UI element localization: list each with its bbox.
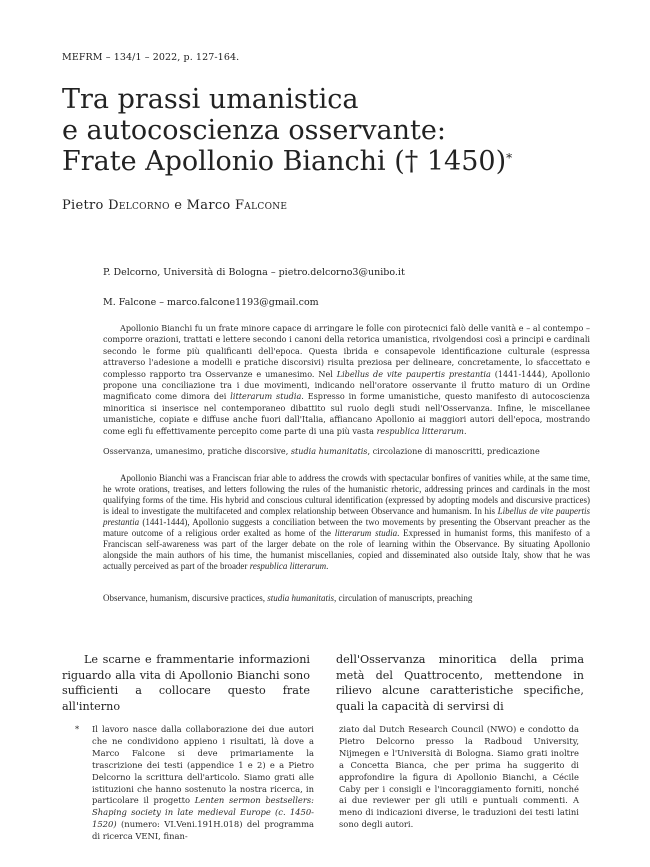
body-paragraph: dell'Osservanza minoritica della prima metà del Quattrocento, mettendone in rilievo alcune caratteristiche specifiche, quali la capacità di servirsi di: [336, 653, 584, 713]
footnote-left: * Il lavoro nasce dalla collaborazione dei due autori che ne condividono appieno i risultati, là dove a Marco Falcone si deve primariamente la trascrizione dei testi (appendice 1 e 2) e a Pietro Delcorno la scrittura dell'articolo. Siamo grati alle istituzioni che hanno sostenuto la nostra ricerca, in particolare il progetto Lenten sermon bestsellers: Shaping society in late medieval Europe (c. 1450-1520) (numero: VI.Veni.191H.018) del programma di ricerca VENI, finan-: [75, 724, 314, 842]
author-1-last: Delcorno: [108, 198, 170, 213]
title-line-3: Frate Apollonio Bianchi († 1450)*: [62, 146, 513, 177]
keywords-english: Observance, humanism, discursive practices, studia humanitatis, circulation of manuscripts, preaching: [103, 593, 473, 603]
author-2-first: Marco: [186, 198, 231, 213]
affiliation-delcorno: P. Delcorno, Università di Bologna – pietro.delcorno3@unibo.it: [103, 267, 405, 278]
body-column-right: [336, 652, 584, 714]
abstract-english: Apollonio Bianchi was a Franciscan friar able to address the crowds with spectacular bonfires of vanities while, at the same time, he wrote orations, treatises, and letters following the rules of the humanistic rhetoric, addressing princes and cardinals in the most qualifying forms of the time. His hybrid and conscious cultural identification (expressed by adopting models and discursive practices) is ideal to investigate the multifaceted and complex relationship between Observance and humanism. In his Libellus de vite paupertis prestantia (1441-1444), Apollonio suggests a conciliation between the two movements by presenting the Observant preacher as the mature outcome of a religious order exalted as home of the litterarum studia. Expressed in humanist forms, this manifesto of a Franciscan self-awareness was part of the larger debate on the role of learning within the Observance. By situating Apollonio alongside the main authors of his time, the humanist miscellanies, copied and disseminated also outside Italy, show that he was actually perceived as part of the broader respublica litterarum.: [103, 473, 590, 571]
title-line-2: e autocoscienza osservante:: [62, 115, 446, 146]
abstract-italian: Apollonio Bianchi fu un frate minore capace di arringare le folle con pirotecnici falò delle vanità e – al contempo – comporre orazioni, trattati e lettere secondo i canoni della retorica umanistica, rivolgendosi così a principi e cardinali secondo le forme più qualificanti dell'epoca. Questa ibrida e consapevole identificazione culturale (espressa attraverso l'adesione a modelli e pratiche discorsivi) risulta preziosa per delineare, concretamente, lo sfaccettato e complesso rapporto tra Osservanze e umanesimo. Nel Libellus de vite paupertis prestantia (1441-1444), Apollonio propone una conciliazione tra i due movimenti, indicando nell'oratore osservante il frutto maturo di un Ordine magnificato come dimora dei litterarum studia. Espresso in forme umanistiche, questo manifesto di autocoscienza minoritica si inserisce nel contemporaneo dibattito sul ruolo degli studi nell'Osservanza. Infine, le miscellanee umanistiche, copiate e diffuse anche fuori dall'Italia, affiancano Apollonio ai maggiori autori dell'epoca, mostrando come egli fu effettivamente percepito come parte di una più vasta respublica litterarum.: [103, 323, 590, 436]
author-conj: e: [174, 198, 183, 213]
author-2-last: Falcone: [234, 198, 288, 213]
article-title: [62, 84, 602, 177]
affiliation-falcone: M. Falcone – marco.falcone1193@gmail.com: [103, 297, 319, 308]
body-paragraph: Le scarne e frammentarie informazioni riguardo alla vita di Apollonio Bianchi sono sufficienti a collocare questo frate all'interno: [62, 653, 310, 713]
title-footnote-mark[interactable]: *: [506, 151, 513, 165]
keywords-italian: Osservanza, umanesimo, pratiche discorsive, studia humanitatis, circolazione di manoscritti, predicazione: [103, 446, 540, 456]
body-column-left: [62, 652, 310, 714]
footnote-mark: *: [75, 724, 80, 734]
footnote-right: ziato dal Dutch Research Council (NWO) e condotto da Pietro Delcorno presso la Radboud University, Nijmegen e l'Università di Bologna. Siamo grati inoltre a Concetta Bianca, che per prima ha suggerito di approfondire la figura di Apollonio Bianchi, a Cécile Caby per i consigli e l'incoraggiamento forniti, nonché ai due reviewer per gli utili e puntuali commenti. A meno di indicazioni diverse, le traduzioni dei testi latini sono degli autori.: [339, 724, 579, 830]
author-1-first: Pietro: [62, 198, 104, 213]
author-line: [62, 198, 287, 213]
journal-header: MEFRM – 134/1 – 2022, p. 127-164.: [62, 52, 240, 63]
title-line-1: Tra prassi umanistica: [62, 84, 359, 115]
